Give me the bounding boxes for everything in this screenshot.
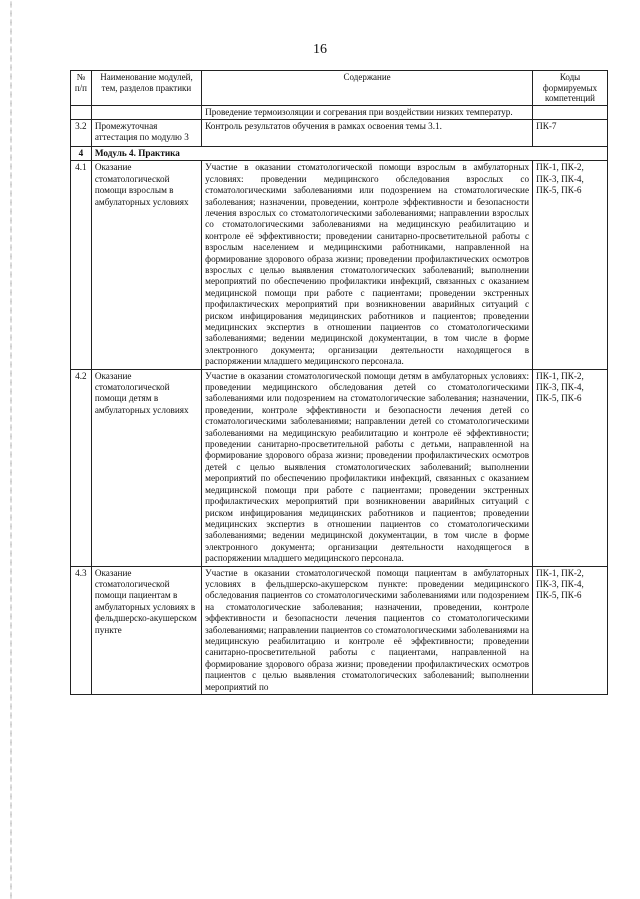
module-title: Модуль 4. Практика: [91, 146, 607, 160]
continued-codes: [533, 105, 608, 119]
module-row: [71, 146, 608, 160]
curriculum-table: [70, 70, 608, 695]
continued-row: [71, 105, 608, 119]
table-row: [71, 119, 608, 146]
row-codes: ПК-1, ПК-2, ПК-3, ПК-4, ПК-5, ПК-6: [533, 161, 608, 369]
header-name: Наименование модулей, тем, разделов практики: [91, 71, 201, 106]
row-name: Промежуточная аттестация по модулю 3: [91, 119, 201, 146]
row-codes: ПК-1, ПК-2, ПК-3, ПК-4, ПК-5, ПК-6: [533, 369, 608, 566]
header-num: [71, 71, 92, 106]
row-codes: ПК-7: [533, 119, 608, 146]
continued-num: [71, 105, 92, 119]
header-content: Содержание: [202, 71, 533, 106]
module-num: 4: [71, 146, 92, 160]
page-number: 16: [313, 42, 327, 57]
table-row: [71, 161, 608, 369]
continued-content: Проведение термоизоляции и согревания при воздействии низких температур.: [202, 105, 533, 119]
row-num: 4.3: [71, 566, 92, 694]
row-content: Участие в оказании стоматологической помощи взрослым в амбулаторных условиях: проведении медицинского обследования взрослых со стоматологическими заболеваниями или подозрением на стоматологические заболевания; назначении, проведении, контроле эффективности и безопасности лечения взрослых со стоматологическими заболеваниями; направлении взрослых со стоматологическими заболеваниями на медицинскую реабилитацию и контроле её эффективности; проведении санитарно-просветительной работы с взрослым населением и медицинскими работниками, направленной на формирование здорового образа жизни; проведении профилактических осмотров взрослых с целью выявления стоматологических заболеваний; выполнении мероприятий по обеспечению профилактики инфекций, связанных с оказанием медицинской помощи при работе с пациентами; проведении экстренных профилактических мероприятий при возникновении аварийных ситуаций с риском инфицирования медицинских работников и пациентов; проведении медицинских экспертиз в отношении пациентов со стоматологическими заболеваниями; ведении медицинской документации, в том числе в форме электронного документа; организации деятельности находящегося в распоряжении младшего медицинского персонала.: [202, 161, 533, 369]
scan-edge-dots: [10, 0, 12, 899]
row-name: Оказание стоматологической помощи пациентам в амбулаторных условиях в фельдшерско-акушерском пункте: [91, 566, 201, 694]
table-header-row: [71, 71, 608, 106]
row-name: Оказание стоматологической помощи взрослым в амбулаторных условиях: [91, 161, 201, 369]
header-num-label: № п/п: [74, 72, 87, 93]
row-num: 4.2: [71, 369, 92, 566]
continued-name: [91, 105, 201, 119]
row-name: Оказание стоматологической помощи детям в амбулаторных условиях: [91, 369, 201, 566]
header-codes: Коды формируемых компетенций: [533, 71, 608, 106]
row-content: Контроль результатов обучения в рамках освоения темы 3.1.: [202, 119, 533, 146]
row-codes: ПК-1, ПК-2, ПК-3, ПК-4, ПК-5, ПК-6: [533, 566, 608, 694]
row-content: Участие в оказании стоматологической помощи детям в амбулаторных условиях: проведении медицинского обследования детей со стоматологическими заболеваниями или подозрением на стоматологические заболевания; назначении, проведении, контроле эффективности и безопасности лечения детей со стоматологическими заболеваниями; направлении детей со стоматологическими заболеваниями на медицинскую реабилитацию и контроле её эффективности; проведении санитарно-просветительной работы с детьми, направленной на формирование здорового образа жизни; проведении профилактических осмотров детей с целью выявления стоматологических заболеваний; выполнении мероприятий по обеспечению профилактики инфекций, связанных с оказанием медицинской помощи при работе с пациентами; проведении экстренных профилактических мероприятий при возникновении аварийных ситуаций с риском инфицирования медицинских работников и пациентов; проведении медицинских экспертиз в отношении пациентов со стоматологическими заболеваниями; ведении медицинской документации, в том числе в форме электронного документа; организации деятельности находящегося в распоряжении младшего медицинского персонала.: [202, 369, 533, 566]
row-num: 4.1: [71, 161, 92, 369]
table-row: [71, 566, 608, 694]
row-content: Участие в оказании стоматологической помощи пациентам в амбулаторных условиях в фельдшерско-акушерском пункте: проведении медицинского обследования пациентов со стоматологическими заболеваниями или подозрением на стоматологические заболевания; назначении, проведении, контроле эффективности и безопасности лечения пациентов со стоматологическими заболеваниями; направлении пациентов со стоматологическими заболеваниями на медицинскую реабилитацию и контроле её эффективности; проведении санитарно-просветительной работы с пациентами, направленной на формирование здорового образа жизни; проведении профилактических осмотров пациентов с целью выявления стоматологических заболеваний; выполнении мероприятий по: [202, 566, 533, 694]
table-row: [71, 369, 608, 566]
row-num: 3.2: [71, 119, 92, 146]
